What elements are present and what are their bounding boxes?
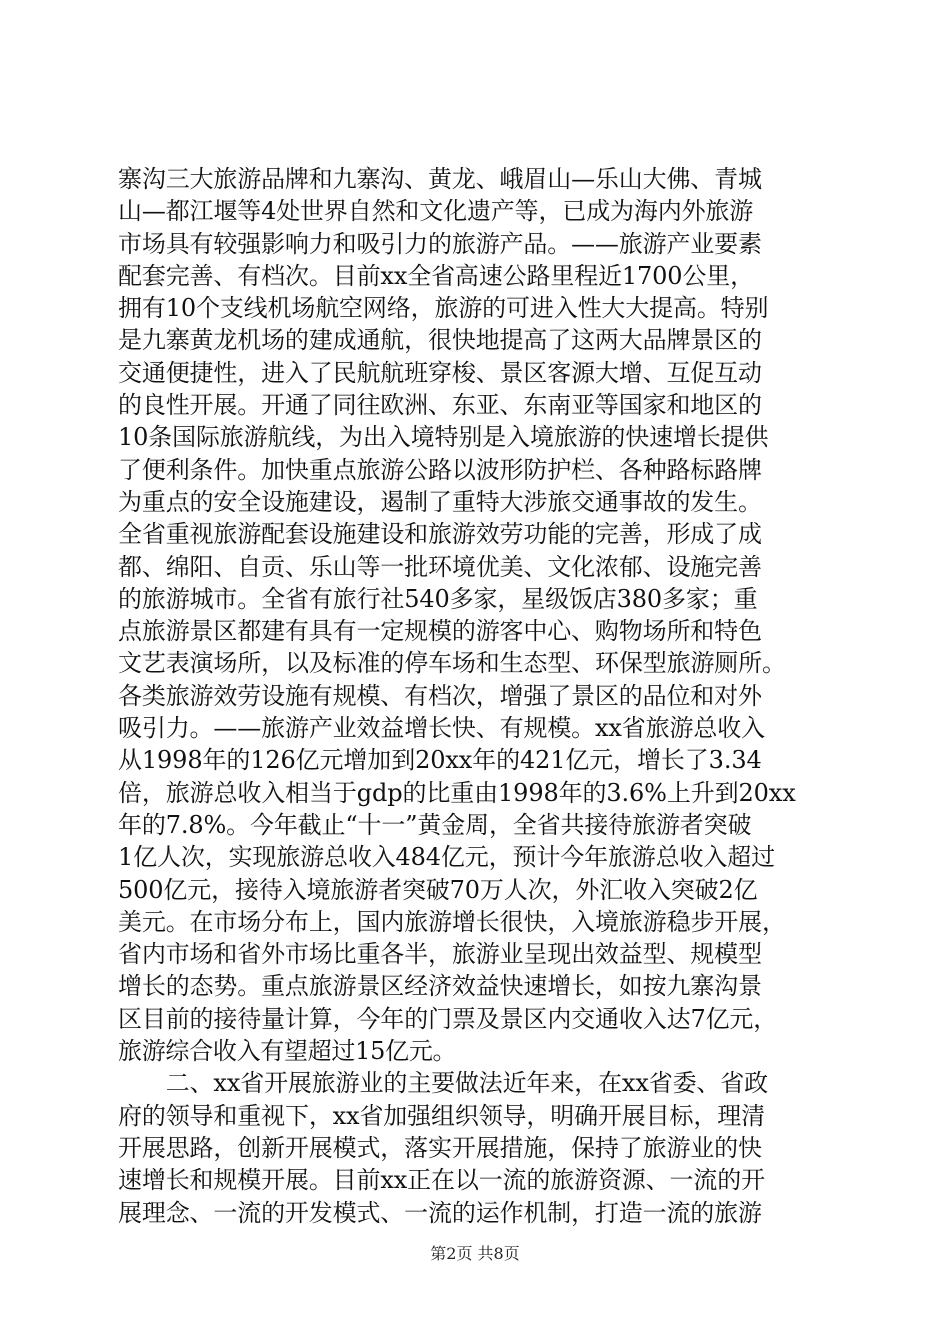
- text-line: 的旅游城市。全省有旅行社540多家，星级饭店380多家；重: [118, 584, 758, 613]
- text-line: 拥有10个支线机场航空网络，旅游的可进入性大大提高。特别: [118, 294, 769, 323]
- text-line: 增长的态势。重点旅游景区经济效益快速增长，如按九寨沟景: [118, 972, 762, 1001]
- text-line: 山—都江堰等4处世界自然和文化遗产等，已成为海内外旅游: [118, 197, 754, 226]
- text-line: 年的7.8%。今年截止“十一”黄金周，全省共接待旅游者突破: [118, 810, 752, 839]
- text-line: 省内市场和省外市场比重各半，旅游业呈现出效益型、规模型: [118, 940, 762, 969]
- body-text: [118, 163, 838, 1229]
- text-line: 开展思路，创新开展模式，落实开展措施，保持了旅游业的快: [118, 1133, 762, 1162]
- page-footer: 第2页 共8页: [430, 1244, 520, 1263]
- text-line: 1亿人次，实现旅游总收入484亿元，预计今年旅游总收入超过: [118, 843, 775, 872]
- text-line: 点旅游景区都建有具有一定规模的游客中心、购物场所和特色: [118, 617, 762, 646]
- text-line: 交通便捷性，进入了民航航班穿梭、景区客源大增、互促互动: [118, 358, 762, 387]
- text-line: 为重点的安全设施建设，遏制了重特大涉旅交通事故的发生。: [118, 487, 762, 516]
- text-line: 旅游综合收入有望超过15亿元。: [118, 1037, 457, 1066]
- text-line: 10条国际旅游航线，为出入境特别是入境旅游的快速增长提供: [118, 423, 769, 452]
- text-line: 二、xx省开展旅游业的主要做法近年来，在xx省委、省政: [118, 1069, 768, 1098]
- text-line: 了便利条件。加快重点旅游公路以波形防护栏、各种路标路牌: [118, 455, 762, 484]
- text-line: 展理念、一流的开发模式、一流的运作机制，打造一流的旅游: [118, 1198, 762, 1227]
- text-line: 倍，旅游总收入相当于gdp的比重由1998年的3.6%上升到20xx: [118, 778, 796, 807]
- text-line: 吸引力。——旅游产业效益增长快、有规模。xx省旅游总收入: [118, 714, 765, 743]
- text-line: 500亿元，接待入境旅游者突破70万人次，外汇收入突破2亿: [118, 875, 758, 904]
- text-line: 配套完善、有档次。目前xx全省高速公路里程近1700公里，: [118, 261, 755, 290]
- text-line: 市场具有较强影响力和吸引力的旅游产品。——旅游产业要素: [118, 229, 762, 258]
- text-line: 寨沟三大旅游品牌和九寨沟、黄龙、峨眉山—乐山大佛、青城: [118, 165, 762, 193]
- text-line: 各类旅游效劳设施有规模、有档次，增强了景区的品位和对外: [118, 681, 762, 710]
- text-line: 的良性开展。开通了同往欧洲、东亚、东南亚等国家和地区的: [118, 391, 762, 420]
- text-line: 美元。在市场分布上，国内旅游增长很快，入境旅游稳步开展，: [118, 907, 786, 936]
- text-line: 速增长和规模开展。目前xx正在以一流的旅游资源、一流的开: [118, 1166, 765, 1195]
- text-line: 都、绵阳、自贡、乐山等一批环境优美、文化浓郁、设施完善: [118, 552, 762, 581]
- text-line: 府的领导和重视下，xx省加强组织领导，明确开展目标，理清: [118, 1101, 765, 1130]
- text-line: 从1998年的126亿元增加到20xx年的421亿元，增长了3.34: [118, 746, 762, 775]
- text-line: 全省重视旅游配套设施建设和旅游效劳功能的完善，形成了成: [118, 520, 762, 549]
- text-line: 区目前的接待量计算，今年的门票及景区内交通收入达7亿元，: [118, 1004, 778, 1033]
- text-line: 是九寨黄龙机场的建成通航，很快地提高了这两大品牌景区的: [118, 326, 762, 355]
- text-line: 文艺表演场所，以及标准的停车场和生态型、环保型旅游厕所。: [118, 649, 786, 678]
